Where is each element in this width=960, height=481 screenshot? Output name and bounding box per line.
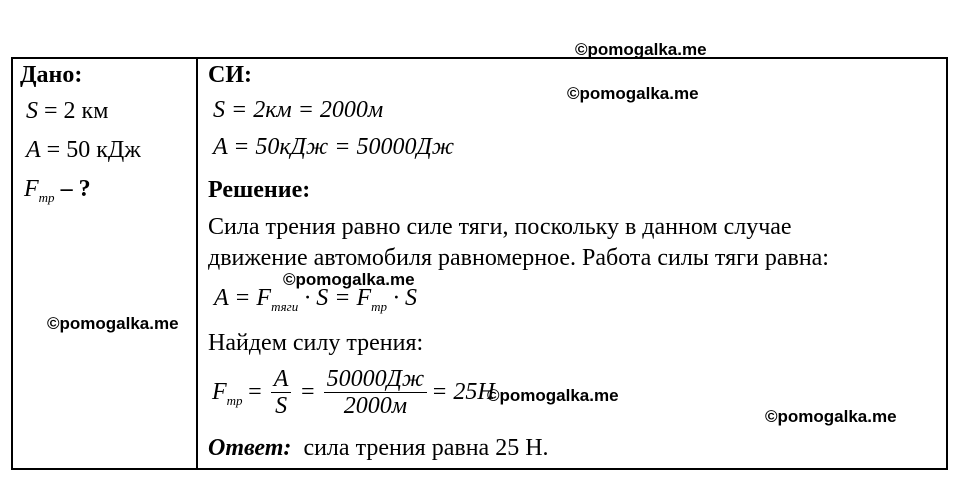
fraction-numerator: A — [271, 366, 292, 393]
given-heading: Дано: — [20, 62, 83, 88]
work-symbol: A — [26, 137, 41, 163]
solution-heading: Решение: — [208, 177, 311, 203]
fraction-numerator: 50000Дж — [324, 366, 428, 393]
friction-symbol: F — [212, 379, 227, 405]
formula-work-part-b: · S = F — [304, 285, 372, 311]
si-work: A = 50кДж = 50000Дж — [213, 134, 455, 160]
given-distance — [26, 98, 108, 125]
equals-sign: = — [246, 379, 263, 405]
friction-formula — [212, 366, 495, 419]
fraction-denominator: 2000м — [343, 393, 408, 419]
watermark: ©pomogalka.me — [47, 314, 179, 333]
given-work — [26, 137, 141, 164]
unknown-mark: – ? — [60, 176, 91, 202]
distance-symbol: S — [26, 98, 38, 124]
force-symbol: F — [24, 176, 39, 202]
find-friction-text: Найдем силу трения: — [208, 330, 424, 356]
formula-work — [214, 285, 417, 312]
force-subscript: тр — [38, 190, 55, 205]
distance-value: = 2 км — [44, 98, 109, 124]
watermark: ©pomogalka.me — [487, 386, 619, 405]
solution-line-1: Сила трения равно силе тяги, поскольку в данном случае — [208, 214, 792, 240]
watermark: ©pomogalka.me — [575, 40, 707, 59]
equals-sign: = — [299, 379, 316, 405]
formula-work-part-a: A = F — [214, 285, 272, 311]
fraction-denominator: S — [275, 393, 288, 419]
watermark: ©pomogalka.me — [283, 270, 415, 289]
given-unknown — [24, 176, 91, 203]
friction-result: = 25H — [431, 379, 495, 405]
answer-text: сила трения равна 25 Н. — [303, 435, 549, 461]
watermark: ©pomogalka.me — [567, 84, 699, 103]
formula-work-part-c: · S — [393, 285, 418, 311]
answer-line — [208, 435, 549, 462]
watermark: ©pomogalka.me — [765, 407, 897, 426]
column-divider — [196, 57, 198, 470]
fraction-values — [324, 366, 428, 419]
solution-line-2: движение автомобиля равномерное. Работа силы тяги равна: — [208, 245, 829, 271]
friction-subscript: тр — [226, 392, 243, 408]
work-value: = 50 кДж — [46, 137, 141, 163]
si-distance: S = 2км = 2000м — [213, 97, 384, 123]
fraction-a-over-s — [271, 366, 292, 419]
answer-label: Ответ: — [208, 435, 292, 461]
formula-work-sub-traction: тяги — [271, 299, 299, 314]
si-heading: СИ: — [208, 62, 252, 88]
formula-work-sub-friction: тр — [371, 299, 388, 314]
